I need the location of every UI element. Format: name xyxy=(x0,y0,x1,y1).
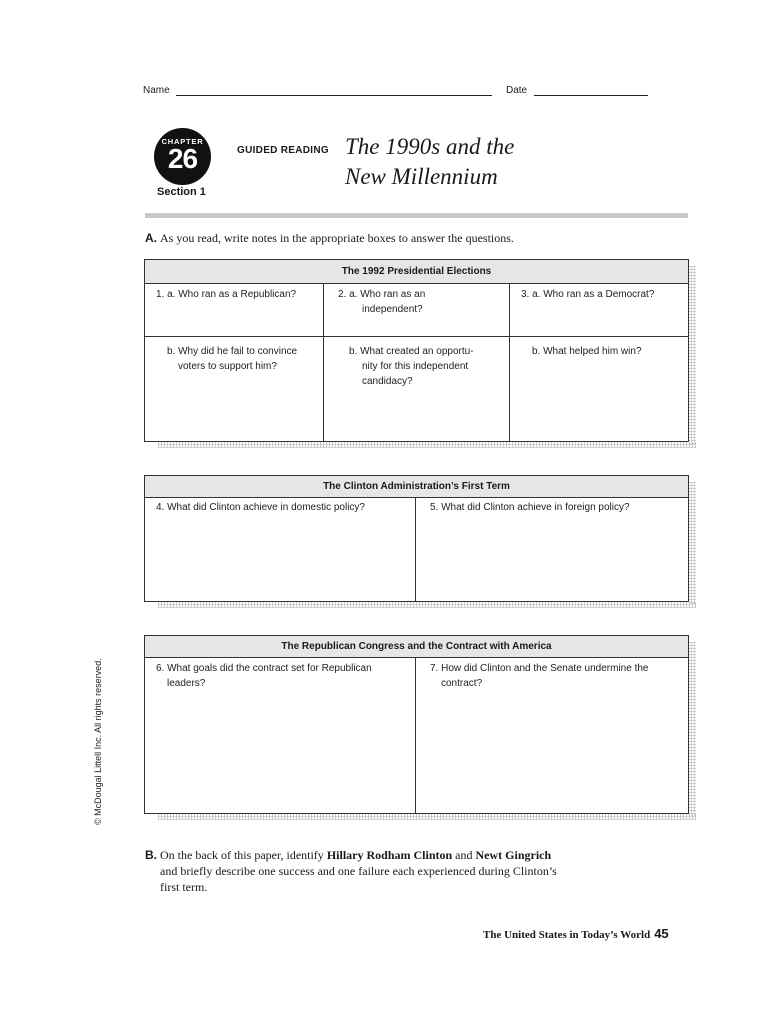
part-b-text-3: first term. xyxy=(160,880,208,894)
name-label: Name xyxy=(143,85,170,96)
section-label: Section 1 xyxy=(157,186,206,198)
question-2a-line1: 2. a. Who ran as an xyxy=(338,289,426,300)
question-2b-line2: nity for this independent xyxy=(362,361,469,372)
part-b-text-1: On the back of this paper, identify xyxy=(160,848,324,862)
question-7 xyxy=(430,661,648,691)
date-field-line[interactable] xyxy=(534,95,648,96)
page-footer xyxy=(483,926,669,941)
table-heading: The Clinton Administration’s First Term xyxy=(145,476,688,498)
guided-reading-label: GUIDED READING xyxy=(237,145,329,156)
question-2b-line3: candidacy? xyxy=(362,376,413,387)
question-6-line1: 6. What goals did the contract set for Republican xyxy=(156,663,372,674)
part-b-letter: B. xyxy=(145,848,157,862)
question-1b xyxy=(167,344,297,374)
part-b-and: and xyxy=(455,848,473,862)
chapter-label: CHAPTER xyxy=(161,137,204,146)
question-1a: 1. a. Who ran as a Republican? xyxy=(156,289,297,300)
title-line-1: The 1990s and the xyxy=(345,134,515,159)
header-rule xyxy=(145,213,688,218)
part-a-letter: A. xyxy=(145,231,157,245)
part-b-name-1: Hillary Rodham Clinton xyxy=(326,848,453,862)
question-2b xyxy=(349,344,474,389)
question-2a xyxy=(338,287,425,317)
question-7-line2: contract? xyxy=(441,678,483,689)
question-6-line2: leaders? xyxy=(167,678,206,689)
page-number: 45 xyxy=(654,926,669,941)
question-4: 4. What did Clinton achieve in domestic policy? xyxy=(156,502,365,513)
column-divider xyxy=(415,498,416,602)
table-shadow xyxy=(158,602,696,608)
part-a-instructions xyxy=(145,231,514,246)
chapter-number: 26 xyxy=(167,143,198,174)
part-b-instructions xyxy=(145,847,557,895)
question-3b: b. What helped him win? xyxy=(532,346,642,357)
question-2b-line1: b. What created an opportu- xyxy=(349,346,474,357)
table-clinton-first-term xyxy=(144,475,689,602)
question-5: 5. What did Clinton achieve in foreign policy? xyxy=(430,502,630,513)
question-2a-line2: independent? xyxy=(362,304,423,315)
question-1b-line2: voters to support him? xyxy=(178,361,277,372)
question-3a: 3. a. Who ran as a Democrat? xyxy=(521,289,655,300)
book-title: The United States in Today’s World xyxy=(483,929,651,941)
name-field-line[interactable] xyxy=(176,95,492,96)
part-b-name-2: Newt Gingrich xyxy=(475,848,552,862)
table-heading: The Republican Congress and the Contract with America xyxy=(145,636,688,658)
question-6 xyxy=(156,661,372,691)
table-1992-elections xyxy=(144,259,689,442)
part-b-text-2: and briefly describe one success and one failure each experienced during Clinton’s xyxy=(160,864,557,878)
question-7-line1: 7. How did Clinton and the Senate undermine the xyxy=(430,663,649,674)
table-republican-congress xyxy=(144,635,689,814)
table-shadow xyxy=(158,814,696,820)
title-line-2: New Millennium xyxy=(345,164,498,189)
table-shadow xyxy=(689,642,696,816)
column-divider xyxy=(323,284,324,442)
table-shadow xyxy=(158,442,696,448)
table-heading: The 1992 Presidential Elections xyxy=(145,260,688,284)
row-divider xyxy=(145,336,688,337)
page-title xyxy=(345,132,514,192)
column-divider xyxy=(415,658,416,814)
copyright-notice: © McDougal Littell Inc. All rights reserved. xyxy=(93,658,103,825)
part-a-text: As you read, write notes in the appropriate boxes to answer the questions. xyxy=(160,231,514,245)
date-label: Date xyxy=(506,85,528,96)
table-shadow xyxy=(689,482,696,604)
question-1b-line1: b. Why did he fail to convince xyxy=(167,346,298,357)
column-divider xyxy=(509,284,510,442)
chapter-badge xyxy=(154,128,211,185)
table-shadow xyxy=(689,266,696,444)
